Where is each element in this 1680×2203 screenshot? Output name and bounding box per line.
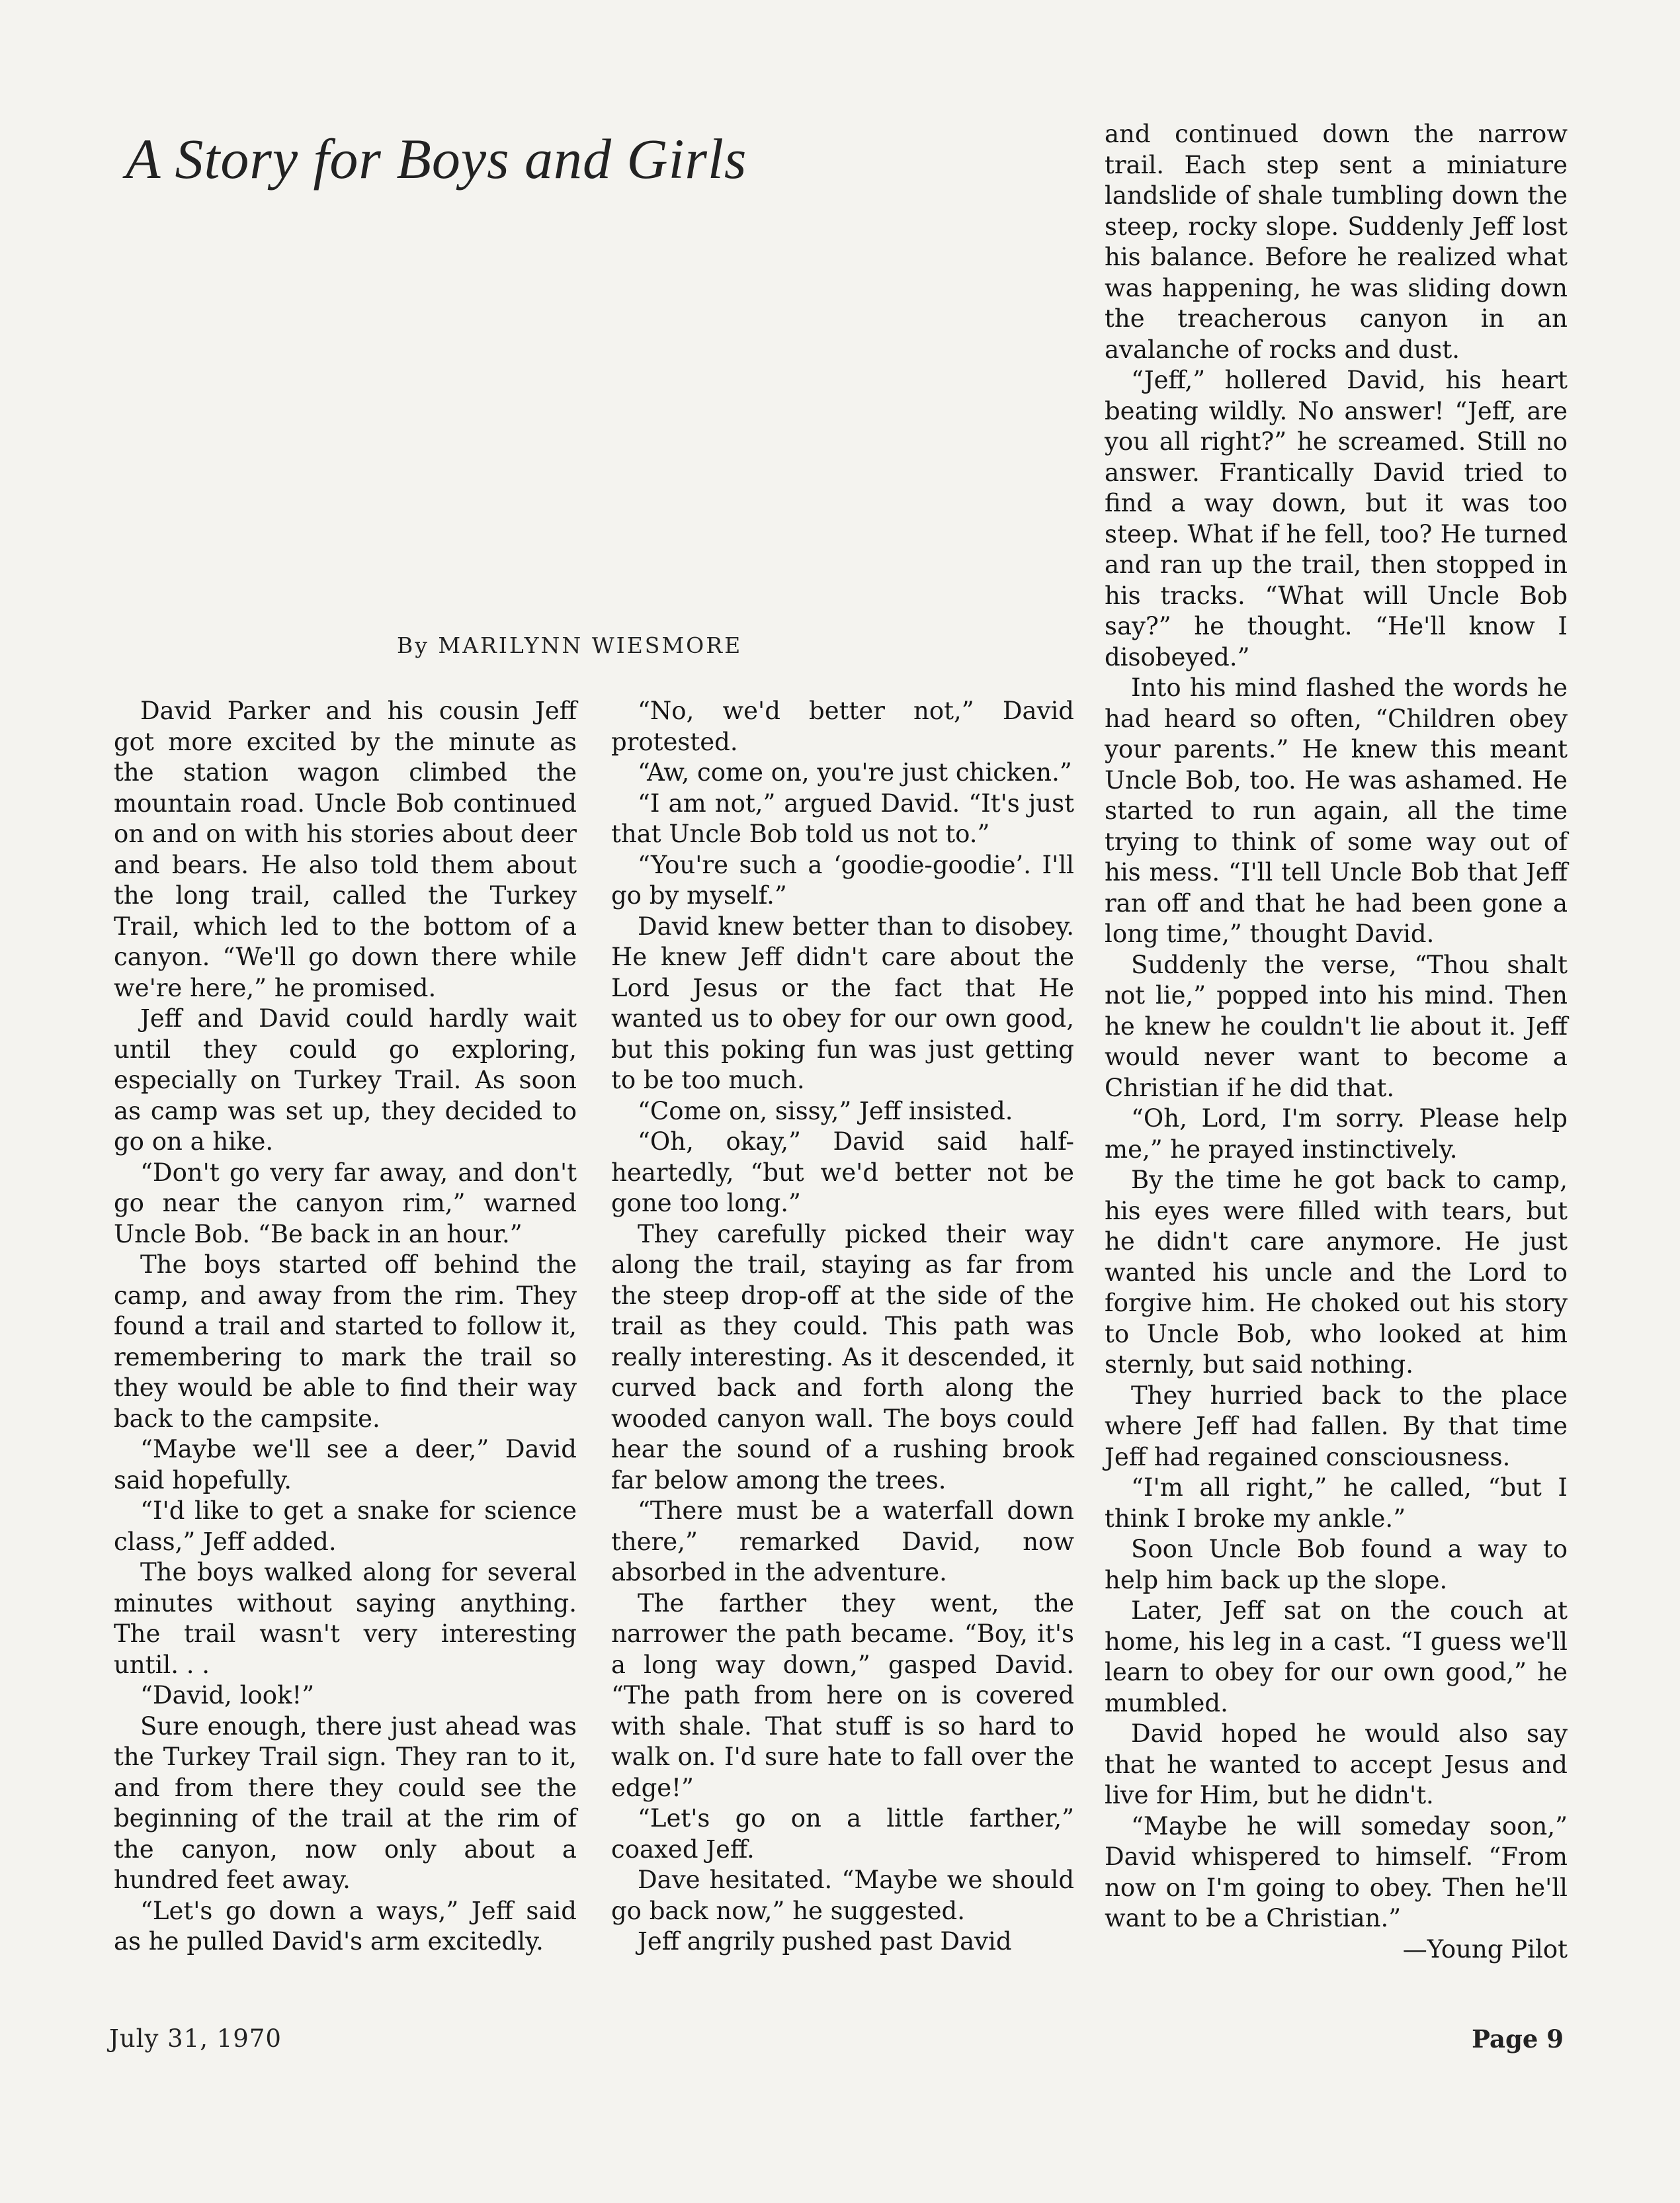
- paragraph: “Maybe he will someday soon,” David whispered to himself. “From now on I'm going to obey. Then he'll want to be a Christian.”: [1105, 1811, 1568, 1932]
- paragraph: Later, Jeff sat on the couch at home, his leg in a cast. “I guess we'll learn to obey for our own good,” he mumbled.: [1105, 1596, 1568, 1717]
- column-1: [114, 696, 577, 1958]
- paragraph: They carefully picked their way along the trail, staying as far from the steep drop-off at the side of the trail as they could. This path was really interesting. As it descended, it curved back and forth along the wooded canyon wall. The boys could hear the sound of a rushing brook far below among the trees.: [611, 1219, 1074, 1494]
- paragraph: By the time he got back to camp, his eyes were filled with tears, but he didn't care anymore. He just wanted his uncle and the Lord to forgive him. He choked out his story to Uncle Bob, who looked at him sternly, but said nothing.: [1105, 1166, 1568, 1379]
- paragraph: and continued down the narrow trail. Each step sent a miniature landslide of shale tumbling down the steep, rocky slope. Suddenly Jeff lost his balance. Before he realized what was happening, he was sliding down the treacherous canyon in an avalanche of rocks and dust.: [1105, 120, 1568, 364]
- paragraph: David Parker and his cousin Jeff got more excited by the minute as the station wagon climbed the mountain road. Uncle Bob continued on and on with his stories about deer and bears. He also told them about the long trail, called the Turkey Trail, which led to the bottom of a canyon. “We'll go down there while we're here,” he promised.: [114, 697, 577, 1002]
- paragraph: The boys started off behind the camp, and away from the rim. They found a trail and started to follow it, remembering to mark the trail so they would be able to find their way back to the campsite.: [114, 1250, 577, 1433]
- paragraph: The farther they went, the narrower the path became. “Boy, it's a long way down,” gasped David. “The path from here on is covered with shale. That stuff is so hard to walk on. I'd sure hate to fall over the edge!”: [611, 1588, 1074, 1802]
- paragraph: “Aw, come on, you're just chicken.”: [638, 758, 1072, 787]
- paragraph: “Maybe we'll see a deer,” David said hopefully.: [114, 1435, 577, 1494]
- byline-by: By: [397, 632, 429, 658]
- paragraph: Jeff and David could hardly wait until they could go exploring, especially on Turkey Trail. As soon as camp was set up, they decided to go on a hike.: [114, 1004, 577, 1156]
- paragraph: “Let's go on a little farther,” coaxed Jeff.: [611, 1804, 1074, 1864]
- paragraph: “I'd like to get a snake for science class,” Jeff added.: [114, 1496, 577, 1556]
- paragraph: David hoped he would also say that he wanted to accept Jesus and live for Him, but he didn't.: [1105, 1719, 1568, 1809]
- byline: [397, 632, 742, 658]
- paragraph: “No, we'd better not,” David protested.: [611, 697, 1074, 756]
- story-title: A Story for Boys and Girls: [126, 127, 747, 191]
- source-signature: —Young Pilot: [1402, 1934, 1568, 1964]
- paragraph: “I'm all right,” he called, “but I think I broke my ankle.”: [1105, 1473, 1568, 1533]
- paragraph: “Oh, Lord, I'm sorry. Please help me,” he prayed instinctively.: [1105, 1104, 1568, 1164]
- paragraph: They hurried back to the place where Jeff had fallen. By that time Jeff had regained consciousness.: [1105, 1381, 1568, 1471]
- column-2: [611, 696, 1074, 1958]
- paragraph: “Don't go very far away, and don't go near the canyon rim,” warned Uncle Bob. “Be back in an hour.”: [114, 1158, 577, 1248]
- footer-page-number: Page 9: [1472, 2024, 1564, 2053]
- paragraph: Dave hesitated. “Maybe we should go back now,” he suggested.: [611, 1866, 1074, 1925]
- paragraph: “Let's go down a ways,” Jeff said as he pulled David's arm excitedly.: [114, 1896, 577, 1956]
- paragraph: Soon Uncle Bob found a way to help him back up the slope.: [1105, 1535, 1568, 1594]
- paragraph: Jeff angrily pushed past David: [638, 1927, 1012, 1956]
- paragraph: “Jeff,” hollered David, his heart beating wildly. No answer! “Jeff, are you all right?” he screamed. Still no answer. Frantically David tried to find a way down, but it was too steep. What if he fell, too? He turned and ran up the trail, then stopped in his tracks. “What will Uncle Bob say?” he thought. “He'll know I disobeyed.”: [1105, 366, 1568, 671]
- paragraph: “Come on, sissy,” Jeff insisted.: [638, 1096, 1013, 1125]
- paragraph: “I am not,” argued David. “It's just that Uncle Bob told us not to.”: [611, 789, 1074, 848]
- paragraph: “David, look!”: [140, 1681, 315, 1709]
- paragraph: “You're such a ‘goodie-goodie’. I'll go by myself.”: [611, 850, 1074, 910]
- paragraph: Into his mind flashed the words he had heard so often, “Children obey your parents.” He knew this meant Uncle Bob, too. He was ashamed. He started to run again, all the time trying to think of some way out of his mess. “I'll tell Uncle Bob that Jeff ran off and that he had been gone a long time,” thought David.: [1105, 673, 1568, 948]
- column-3: [1105, 119, 1568, 1965]
- paragraph: Sure enough, there just ahead was the Turkey Trail sign. They ran to it, and from there they could see the beginning of the trail at the rim of the canyon, now only about a hundred feet away.: [114, 1711, 577, 1894]
- byline-author: MARILYNN WIESMORE: [438, 632, 743, 658]
- paragraph: Suddenly the verse, “Thou shalt not lie,” popped into his mind. Then he knew he couldn't lie about it. Jeff would never want to become a Christian if he did that.: [1105, 950, 1568, 1102]
- footer-date: July 31, 1970: [109, 2024, 282, 2053]
- paragraph: “Oh, okay,” David said half-heartedly, “but we'd better not be gone too long.”: [611, 1127, 1074, 1217]
- paragraph: “There must be a waterfall down there,” remarked David, now absorbed in the adventure.: [611, 1496, 1074, 1586]
- paragraph: David knew better than to disobey. He knew Jeff didn't care about the Lord Jesus or the fact that He wanted us to obey for our own good, but this poking fun was just getting to be too much.: [611, 912, 1074, 1094]
- paragraph: The boys walked along for several minutes without saying anything. The trail wasn't very interesting until. . .: [114, 1558, 577, 1679]
